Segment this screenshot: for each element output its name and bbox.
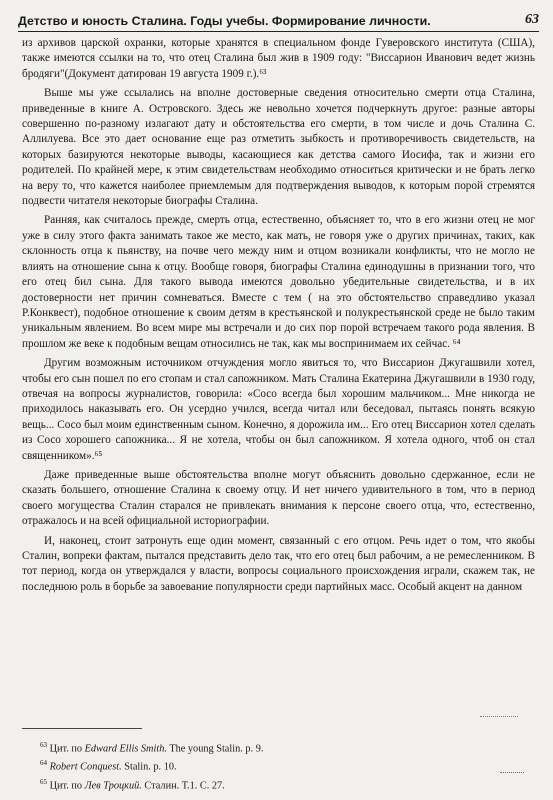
running-title: Детство и юность Сталина. Годы учебы. Формирование личности. xyxy=(18,14,431,28)
footnote xyxy=(40,738,263,756)
running-header xyxy=(18,6,539,32)
paragraph: И, наконец, стоит затронуть еще один момент, связанный с его отцом. Речь идет о том, что якобы Сталин, вопреки фактам, пытался представить дело так, что его отец был рабочим, а не ремесленником. В тот период, когда он утверждался у власти, вопросы социального происхождения играли, скажем так, не последнюю роль в борьбе за завоевание популярности среди партийных масс. Особый акцент на данном xyxy=(22,534,535,593)
footnotes xyxy=(40,738,263,793)
footnote-prefix: Цит. по xyxy=(49,743,85,755)
scan-artifact xyxy=(480,716,518,717)
page-number: 63 xyxy=(525,12,539,27)
footnote-author: Robert Conquest. xyxy=(49,761,122,773)
footnote-prefix: Цит. по xyxy=(49,780,85,792)
footnote xyxy=(40,756,263,774)
footnote-author: Лев Троцкий. xyxy=(84,780,142,792)
body-text xyxy=(22,36,535,599)
paragraph: Ранняя, как считалось прежде, смерть отца, естественно, объясняет то, что в его жизни отец не мог уже в силу этого факта занимать такое же место, как мать, не говоря уже о других причинах, таких, как склонность отца к пьянству, на почве чего между ним и отцом возникали конфликты, что не могло не влиять на отношение сына к отцу. Вообще говоря, биографы Сталина единодушны в признании того, что его отец бил сына. Для такого вывода имеются довольно убедительные свидетельства, и в их достоверности нет причин сомневаться. Вместе с тем ( на это обстоятельство справедливо указал Р.Конквест), подобное отношение к своим детям в крестьянской и полукрестьянской среде не было таким уникальным явлением. Во всем мире мы встречали и до сих пор порой встречаем такого рода явления. В прошлом же веке к подобным вещам относились не так, как мы воспринимаем их сейчас. ⁶⁴ xyxy=(22,214,535,350)
footnote xyxy=(40,775,263,793)
paragraph: Выше мы уже ссылались на вполне достоверные сведения относительно смерти отца Сталина, приведенные в книге А. Островского. Здесь же невольно хочется подчеркнуть другое: разные авторы совершенно по-разному излагают дату и обстоятельства его смерти, в том числе и дочь Сталина С. Аллилуева. Все это дает основание еще раз отметить зыбкость и противоречивость свидетельств, на которых базируются некоторые выводы, касающиеся как детства самого Иосифа, так и жизни его родителей. По крайней мере, к этим свидетельствам необходимо относиться критически и не брать легко на веру то, что кажется наиболее приемлемым для подтверждения выводов, к которым порой стремятся подвести читателя некоторые биографы Сталина. xyxy=(22,87,535,208)
paragraph: Другим возможным источником отчуждения могло явиться то, что Виссарион Джугашвили хотел, чтобы его сын пошел по его стопам и стал сапожником. Мать Сталина Екатерина Джугашвили в 1930 году, отвечая на вопросы журналистов, говорила: «Сосо всегда был хорошим мальчиком... Мне никогда не приходилось наказывать его. Он усердно учился, всегда читал или беседовал, пытаясь понять всякую вещь... Сосо был моим единственным сыном. Конечно, я дорожила им... Его отец Виссарион хотел сделать из Сосо хорошего сапожника... Я не хотела, чтобы он был сапожником. Я хотела одного, чтоб он стал священником».⁶⁵ xyxy=(22,357,535,462)
paragraph: Даже приведенные выше обстоятельства вполне могут объяснить довольно сдержанное, если не сказать большего, отношение Сталина к своему отцу. И нет ничего удивительного в том, что в период своего могущества Сталин старался не привлекать внимания к персоне своего отца, что, естественно, отражалось и на всей официальной историографии. xyxy=(22,468,535,528)
paragraph: из архивов царской охранки, которые хранятся в специальном фонде Гуверовского института (США), также имеются ссылки на то, что отец Сталина был жив в 1909 году: "Виссарион Иванович ведет жизнь бродяги"(Документ датирован 19 августа 1909 г.).⁶³ xyxy=(22,37,535,80)
footnote-separator xyxy=(22,728,142,729)
footnote-number: 63 xyxy=(40,741,47,749)
footnote-source: The young Stalin. p. 9. xyxy=(166,743,264,755)
footnote-number: 64 xyxy=(40,759,47,768)
footnote-author: Edward Ellis Smith. xyxy=(84,743,167,755)
footnote-source: Stalin. p. 10. xyxy=(121,761,177,773)
scan-artifact xyxy=(500,772,524,773)
footnote-source: Сталин. Т.1. С. 27. xyxy=(141,780,225,792)
footnote-number: 65 xyxy=(40,777,47,786)
